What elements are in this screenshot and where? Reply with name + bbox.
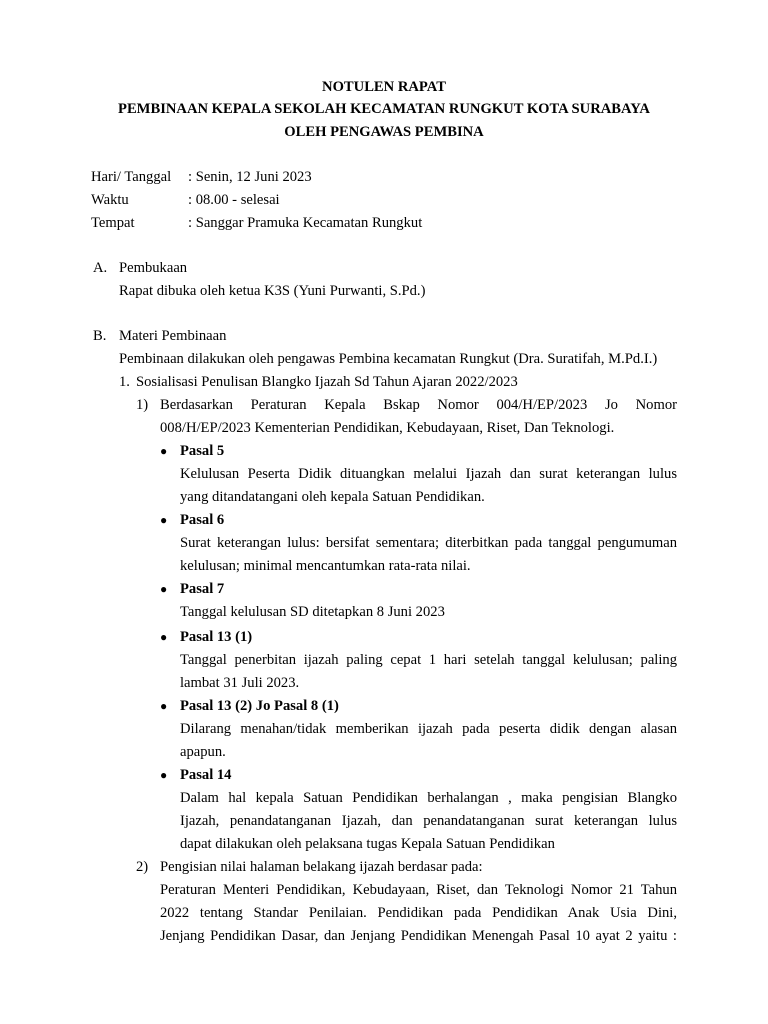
pasal-text: Dilarang menahan/tidak memberikan ijazah pada peserta didik dengan alasan [180, 721, 677, 737]
meta-value: : 08.00 - selesai [188, 192, 280, 208]
doc-title: NOTULEN RAPAT [322, 79, 446, 95]
meta-row-time [91, 189, 422, 212]
pasal-text: Kelulusan Peserta Didik dituangkan melalui Ijazah dan surat keterangan lulus [180, 466, 677, 482]
subitem-text: Peraturan Menteri Pendidikan, Kebudayaan, Riset, dan Teknologi Nomor 21 Tahun [160, 882, 677, 898]
pasal-text: apapun. [180, 744, 226, 760]
meta-label: Hari/ Tanggal [91, 169, 172, 185]
doc-subtitle-2: OLEH PENGAWAS PEMBINA [284, 124, 484, 140]
meta-row-date [91, 166, 422, 189]
section-intro: Pembinaan dilakukan oleh pengawas Pembina kecamatan Rungkut (Dra. Suratifah, M.Pd.I.) [119, 351, 658, 367]
pasal-title: Pasal 14 [180, 767, 232, 783]
meta-value: : Sanggar Pramuka Kecamatan Rungkut [188, 215, 423, 231]
section-letter: A. [93, 260, 108, 276]
pasal-title: Pasal 13 (2) Jo Pasal 8 (1) [180, 698, 339, 714]
bullet-icon: ● [160, 768, 168, 782]
pasal-text: lambat 31 Juli 2023. [180, 675, 300, 691]
pasal-title: Pasal 6 [180, 512, 225, 528]
section-text: Rapat dibuka oleh ketua K3S (Yuni Purwanti, S.Pd.) [119, 283, 426, 299]
subitem-text: 008/H/EP/2023 Kementerian Pendidikan, Kebudayaan, Riset, Dan Teknologi. [160, 420, 615, 436]
pasal-text: Surat keterangan lulus: bersifat sementara; diterbitkan pada tanggal pengumuman [180, 535, 677, 551]
subitem-text: Pengisian nilai halaman belakang ijazah berdasar pada: [160, 859, 483, 875]
bullet-icon: ● [160, 630, 168, 644]
pasal-text: Tanggal kelulusan SD ditetapkan 8 Juni 2023 [180, 604, 445, 620]
pasal-title: Pasal 7 [180, 581, 225, 597]
pasal-title: Pasal 13 (1) [180, 629, 253, 645]
section-heading: Materi Pembinaan [119, 328, 227, 344]
meeting-info [91, 166, 422, 235]
subitem-number: 2) [136, 859, 149, 875]
item-text: Sosialisasi Penulisan Blangko Ijazah Sd Tahun Ajaran 2022/2023 [136, 374, 518, 390]
subitem-number: 1) [136, 397, 149, 413]
bullet-icon: ● [160, 513, 168, 527]
item-number: 1. [119, 374, 130, 390]
pasal-text: kelulusan; minimal mencantumkan rata-rata nilai. [180, 558, 471, 574]
meta-row-place [91, 212, 422, 235]
bullet-icon: ● [160, 444, 168, 458]
pasal-text: Dalam hal kepala Satuan Pendidikan berhalangan , maka pengisian Blangko [180, 790, 677, 806]
bullet-icon: ● [160, 699, 168, 713]
meta-label: Waktu [91, 192, 129, 208]
meta-label: Tempat [91, 215, 135, 231]
subitem-text: 2022 tentang Standar Penilaian. Pendidikan pada Pendidikan Anak Usia Dini, [160, 905, 677, 921]
pasal-text: dapat dilakukan oleh pelaksana tugas Kepala Satuan Pendidikan [180, 836, 555, 852]
pasal-text: Tanggal penerbitan ijazah paling cepat 1 hari setelah tanggal kelulusan; paling [180, 652, 677, 668]
subitem-text: Jenjang Pendidikan Dasar, dan Jenjang Pendidikan Menengah Pasal 10 ayat 2 yaitu : [160, 928, 677, 944]
meta-value: : Senin, 12 Juni 2023 [188, 169, 312, 185]
doc-subtitle: PEMBINAAN KEPALA SEKOLAH KECAMATAN RUNGKUT KOTA SURABAYA [118, 101, 650, 117]
subitem-text: Berdasarkan Peraturan Kepala Bskap Nomor 004/H/EP/2023 Jo Nomor [160, 397, 677, 413]
pasal-title: Pasal 5 [180, 443, 225, 459]
section-letter: B. [93, 328, 107, 344]
pasal-text: Ijazah, penandatanganan Ijazah, dan penandatanganan surat keterangan lulus [180, 813, 677, 829]
section-heading: Pembukaan [119, 260, 188, 276]
pasal-text: yang ditandatangani oleh kepala Satuan Pendidikan. [180, 489, 485, 505]
bullet-icon: ● [160, 582, 168, 596]
